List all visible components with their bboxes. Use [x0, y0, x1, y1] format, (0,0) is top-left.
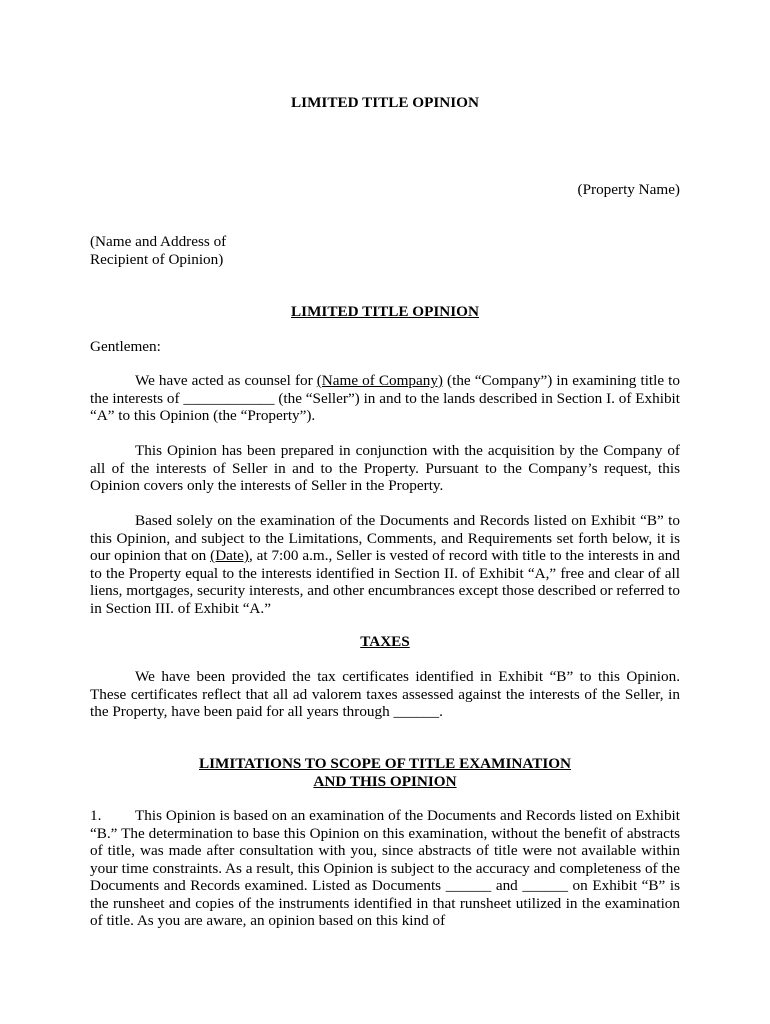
item-number: 1. [90, 807, 102, 824]
document-title-main: LIMITED TITLE OPINION [291, 303, 479, 320]
taxes-heading: TAXES [360, 633, 410, 650]
limitations-heading [90, 755, 680, 790]
recipient-line: Recipient of Opinion) [90, 250, 224, 268]
salutation: Gentlemen: [90, 338, 161, 355]
limitations-heading-line: AND THIS OPINION [313, 772, 457, 790]
limitation-item-1 [90, 807, 680, 930]
limitations-heading-line: LIMITATIONS TO SCOPE OF TITLE EXAMINATION [198, 755, 572, 772]
paragraph-opinion: Based solely on the examination of the Documents and Records listed on Exhibit “B” to this Opinion, and subject to the Limitations, Comments, and Requirements set forth below, it is our opinion that on (Date), at 7:00 a.m., Seller is vested of record with title to the interests in and to the Property equal to the interests identified in Section II. of Exhibit “A,” free and clear of all liens, mortgages, security interests, and other encumbrances except those described or referred to in Section III. of Exhibit “A.” [90, 512, 680, 617]
paragraph-purpose: This Opinion has been prepared in conjunction with the acquisition by the Company of all of the interests of Seller in and to the Property. Pursuant to the Company’s request, this Opinion covers only the interests of Seller in the Property. [90, 442, 680, 494]
date-placeholder: (Date) [210, 547, 249, 564]
taxes-paragraph: We have been provided the tax certificates identified in Exhibit “B” to this Opinion. These certificates reflect that all ad valorem taxes assessed against the interests of the Seller, in the Property, have been paid for all years through ______. [90, 668, 680, 720]
item-text: This Opinion is based on an examination of the Documents and Records listed on Exhibit “B.” The determination to base this Opinion on this examination, without the benefit of abstracts of title, was made after consultation with you, since abstracts of title were not available within your time constraints. As a result, this Opinion is subject to the accuracy and completeness of the Documents and Records examined. Listed as Documents ______ and ______ on Exhibit “B” is the runsheet and copies of the instruments identified in that runsheet utilized in the examination of title. As you are aware, an opinion based on this kind of [90, 807, 680, 929]
property-name: (Property Name) [577, 181, 680, 198]
document-title-top: LIMITED TITLE OPINION [291, 94, 479, 111]
recipient-block [90, 233, 680, 268]
recipient-line: (Name and Address of [90, 233, 227, 250]
paragraph-counsel: We have acted as counsel for (Name of Company) (the “Company”) in examining title to the interests of ____________ (the “Seller”) in and to the lands described in Section I. of Exhibit “A” to this Opinion (the “Property”). [90, 372, 680, 424]
company-placeholder: (Name of Company) [316, 372, 443, 389]
